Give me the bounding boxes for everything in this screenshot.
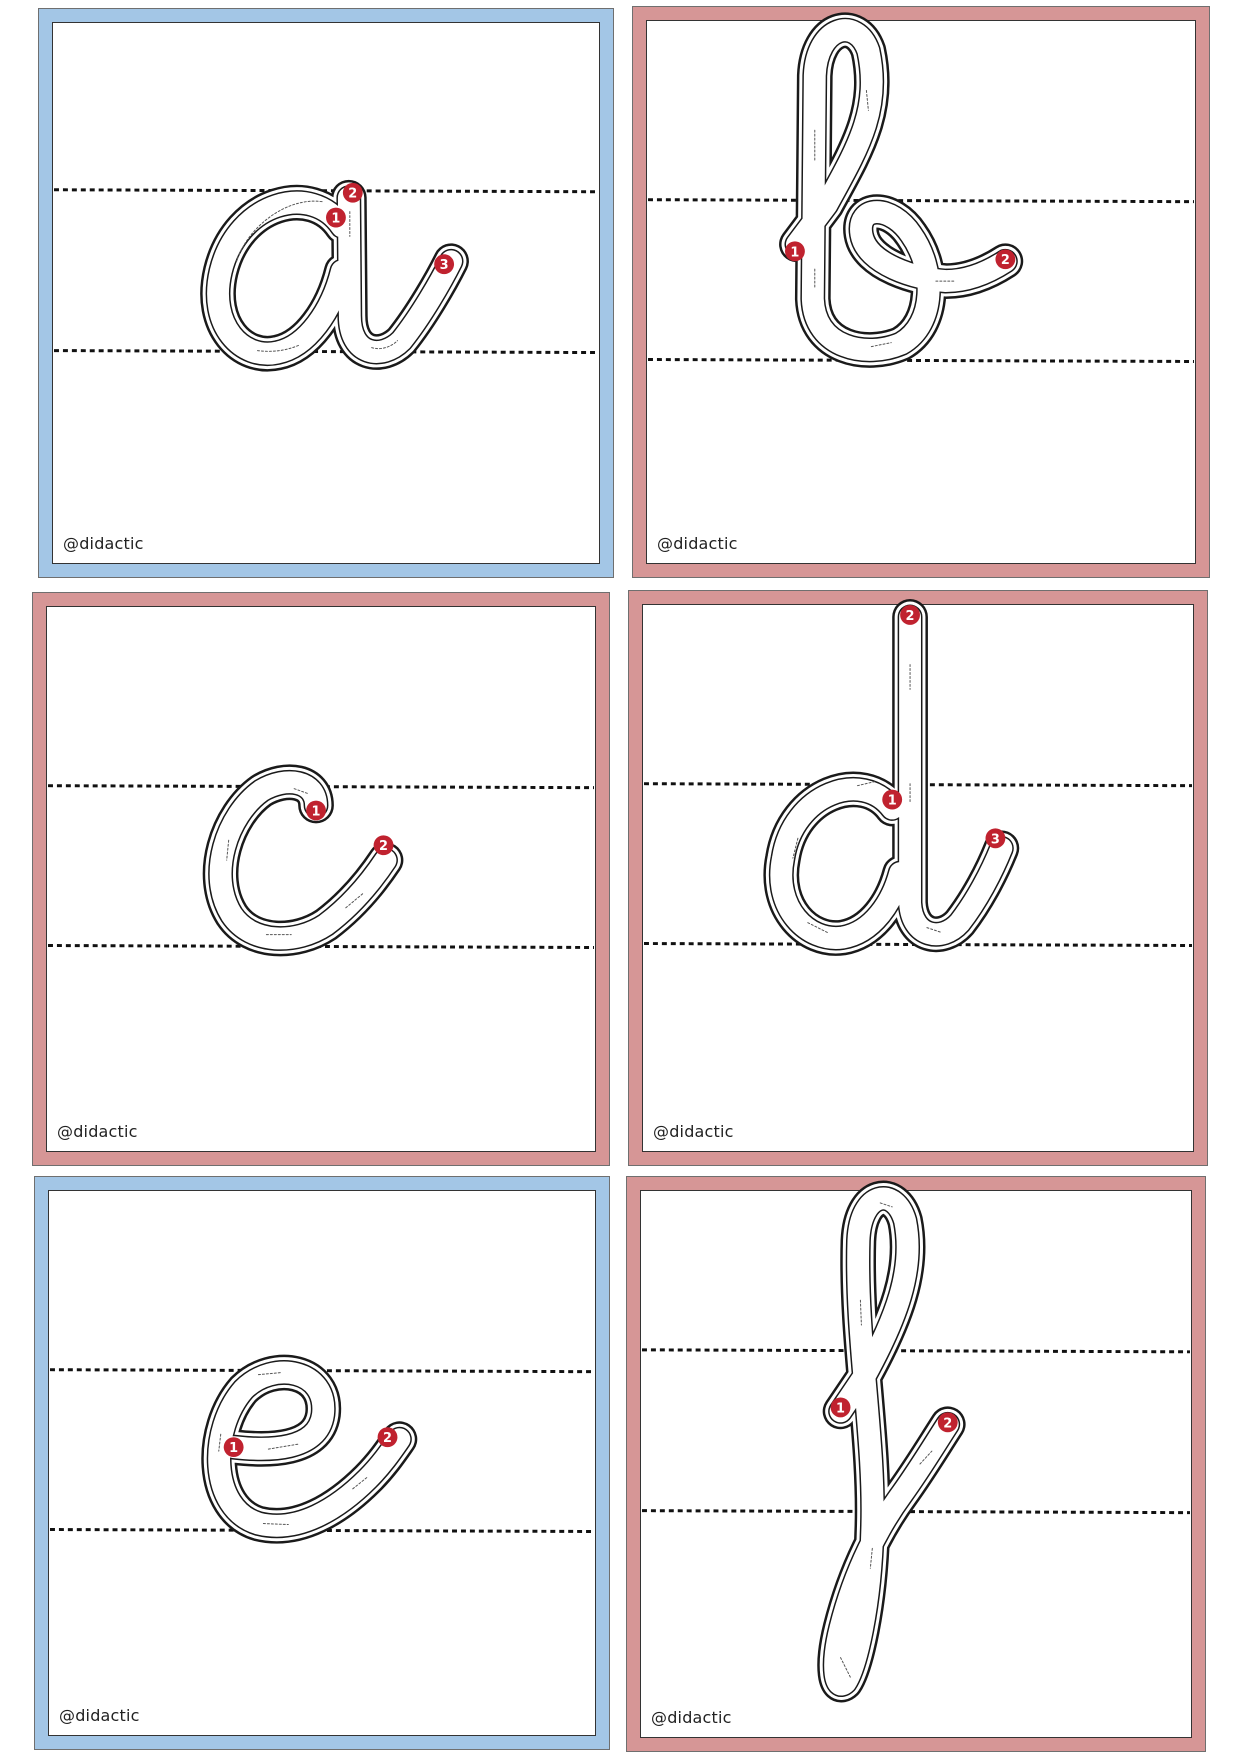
letter-card-d [628,590,1208,1166]
letter-card-a [38,8,614,578]
svg-text:3: 3 [439,258,449,274]
svg-text:2: 2 [905,608,915,624]
upper-guide-line [642,1350,1190,1352]
credit-label: @didactic [57,1122,138,1141]
marker-2 [995,249,1015,269]
letter-card-b-canvas [646,20,1196,564]
credit-label: @didactic [59,1706,140,1725]
letter-card-a-canvas [52,22,600,564]
svg-text:1: 1 [311,804,321,820]
credit-label: @didactic [651,1708,732,1727]
marker-2 [374,835,394,855]
svg-text:3: 3 [990,832,1000,848]
letter-card-f [626,1176,1206,1752]
svg-text:1: 1 [790,245,800,261]
letter-card-f-canvas [640,1190,1192,1738]
marker-1 [831,1397,851,1417]
svg-text:1: 1 [331,211,341,227]
letter-card-b [632,6,1210,578]
marker-1 [326,208,346,228]
svg-text:1: 1 [836,1401,846,1417]
svg-text:1: 1 [229,1441,239,1457]
marker-1 [306,801,326,821]
svg-text:2: 2 [383,1431,393,1447]
lower-guide-line [642,1511,1190,1513]
svg-text:1: 1 [887,793,897,809]
letter-card-c [32,592,610,1166]
letter-b-tracing [647,21,1195,563]
marker-2 [343,183,363,203]
lower-guide-line [54,351,598,353]
svg-text:2: 2 [379,839,389,855]
letter-e-tracing [49,1191,595,1735]
credit-label: @didactic [657,534,738,553]
letter-card-e-canvas [48,1190,596,1736]
letter-d-path [781,617,1001,938]
marker-1 [224,1437,244,1457]
credit-label: @didactic [63,534,144,553]
letter-card-e [34,1176,610,1750]
marker-2 [900,605,920,625]
letter-f-tracing [641,1191,1191,1737]
marker-3 [986,828,1006,848]
marker-1 [785,241,805,261]
marker-2 [378,1427,398,1447]
letter-f-path [835,1198,948,1684]
svg-text:2: 2 [943,1416,953,1432]
marker-3 [434,254,454,274]
marker-1 [882,790,902,810]
letter-d-tracing [643,605,1193,1151]
letter-b-path [797,30,1005,350]
upper-guide-line [648,200,1194,202]
svg-text:2: 2 [1000,253,1010,269]
letter-card-d-canvas [642,604,1194,1152]
lower-guide-line [648,360,1194,362]
svg-text:2: 2 [348,186,358,202]
letter-c-path [221,782,389,938]
letter-c-tracing [47,607,595,1151]
letter-a-tracing [53,23,599,563]
letter-e-path [219,1373,400,1526]
letter-card-c-canvas [46,606,596,1152]
marker-2 [938,1412,958,1432]
credit-label: @didactic [653,1122,734,1141]
